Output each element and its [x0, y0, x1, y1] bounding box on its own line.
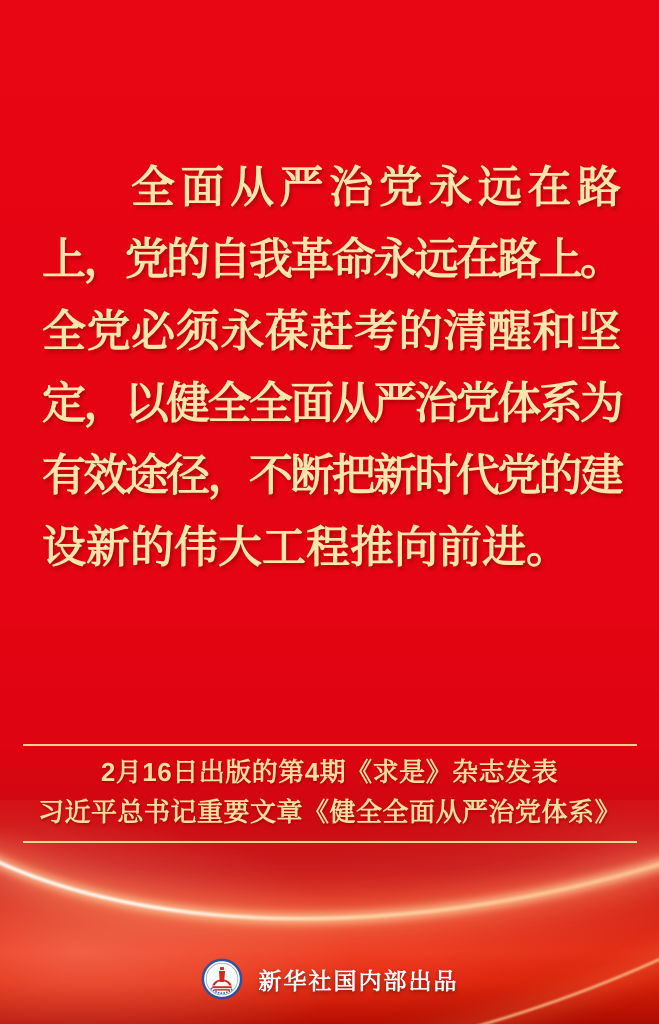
footer [0, 958, 659, 1000]
caption-line-2: 习近平总书记重要文章《健全全面从严治党体系》 [37, 797, 621, 827]
quote-line-2: 上，党的自我革命永远在路上。 [42, 234, 621, 285]
xinhua-logo-icon [201, 958, 243, 1000]
quote-block [42, 152, 621, 584]
quote-line-3: 全党必须永葆赶考的清醒和坚 [42, 306, 621, 357]
divider-bottom [23, 841, 637, 843]
quote-line-5: 有效途径，不断把新时代党的建 [42, 450, 621, 501]
producer-credit: 新华社国内部出品 [258, 967, 459, 994]
divider-top [23, 744, 637, 746]
quote-line-1: 全面从严治党永远在路 [130, 162, 621, 213]
quote-line-6: 设新的伟大工程推向前进。 [42, 522, 570, 573]
caption-block [0, 752, 659, 832]
quote-line-4: 定，以健全全面从严治党体系为 [42, 378, 621, 429]
caption-line-1: 2月16日出版的第4期《求是》杂志发表 [100, 757, 559, 787]
